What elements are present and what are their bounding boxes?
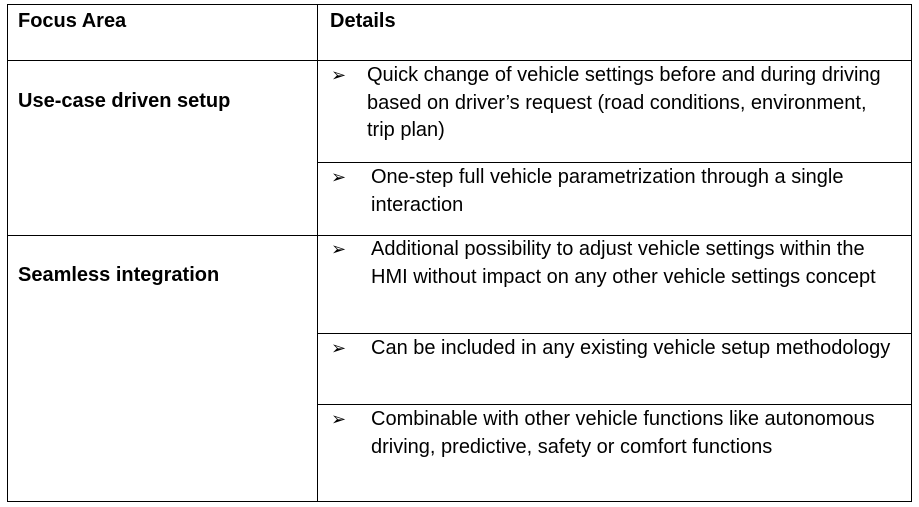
row-divider (317, 404, 911, 405)
arrow-bullet-icon: ➢ (331, 239, 347, 259)
detail-text: One-step full vehicle parametrization through a single interaction (371, 166, 844, 216)
arrow-bullet-icon: ➢ (331, 167, 347, 187)
header-divider (8, 60, 911, 61)
arrow-bullet-icon: ➢ (331, 65, 347, 85)
detail-text: Quick change of vehicle settings before and during driving based on driver’s request (road conditions, environment, trip plan) (367, 64, 881, 141)
detail-row (331, 62, 896, 145)
detail-text: Additional possibility to adjust vehicle settings within the HMI without impact on any other vehicle settings concept (371, 238, 876, 288)
detail-row (331, 335, 896, 363)
arrow-bullet-icon: ➢ (331, 338, 347, 358)
header-details: Details (330, 10, 396, 32)
arrow-bullet-icon: ➢ (331, 409, 347, 429)
detail-row (331, 406, 896, 461)
header-focus-area: Focus Area (18, 10, 127, 32)
detail-row (331, 164, 896, 219)
detail-text: Combinable with other vehicle functions like autonomous driving, predictive, safety or comfort functions (371, 408, 875, 458)
column-divider (317, 5, 318, 501)
detail-row (331, 236, 896, 291)
focus-area-seamless: Seamless integration (18, 264, 220, 286)
focus-area-use-case: Use-case driven setup (18, 90, 231, 112)
row-divider (317, 162, 911, 163)
detail-text: Can be included in any existing vehicle setup methodology (371, 337, 891, 359)
focus-area-table (7, 4, 912, 502)
row-divider (317, 333, 911, 334)
